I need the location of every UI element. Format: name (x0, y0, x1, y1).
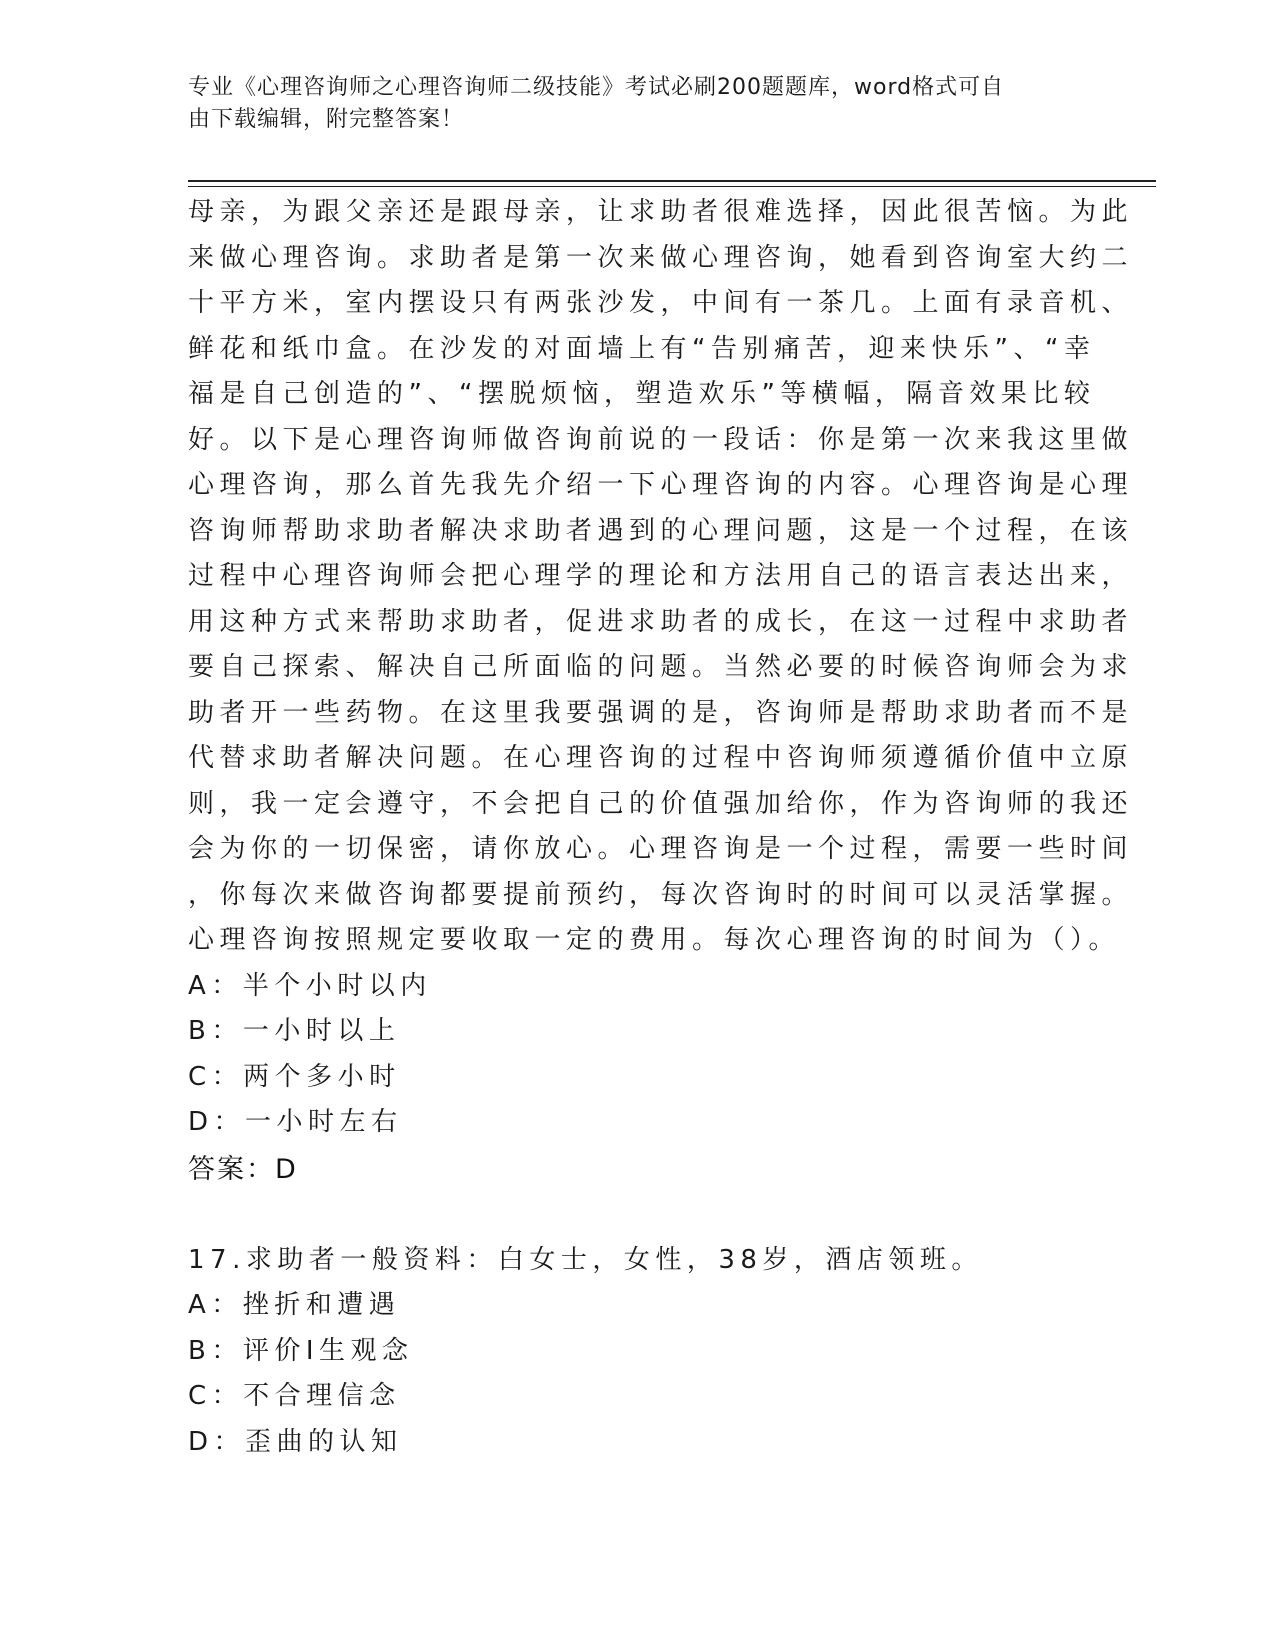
question-stem-line: 过程中心理咨询师会把心理学的理论和方法用自己的语言表达出来， (188, 561, 1134, 591)
question-stem-line: 母亲，为跟父亲还是跟母亲，让求助者很难选择，因此很苦恼。为此 (188, 197, 1134, 227)
question-stem-line: 心理咨询按照规定要收取一定的费用。每次心理咨询的时间为（）。 (188, 925, 1121, 955)
header-divider (188, 180, 1156, 182)
question-stem-line: 助者开一些药物。在这里我要强调的是，咨询师是帮助求助者而不是 (188, 697, 1134, 728)
question-stem-line: 福是自己创造的”、“摆脱烦恼，塑造欢乐”等横幅，隔音效果比较 (188, 379, 1096, 409)
question-stem-line: 十平方米，室内摆设只有两张沙发，中间有一茶几。上面有录音机、 (188, 288, 1134, 318)
option-c: C：两个多小时 (188, 1061, 401, 1092)
question-stem-line: 要自己探索、解决自己所面临的问题。当然必要的时候咨询师会为求 (188, 652, 1134, 682)
question-spacer (188, 1194, 1088, 1238)
page-header (188, 72, 1068, 136)
option-d: D：歪曲的认知 (188, 1426, 403, 1457)
header-line-2: 由下载编辑，附完整答案！ (188, 107, 465, 132)
option-c: C：不合理信念 (188, 1381, 401, 1411)
question-16 (188, 190, 1134, 1194)
question-stem-line: 好。以下是心理咨询师做咨询前说的一段话：你是第一次来我这里做 (188, 424, 1134, 455)
header-line-1: 专业《心理咨询师之心理咨询师二级技能》考试必刷200题题库，word格式可自 (188, 75, 1005, 100)
question-stem-line: 代替求助者解决问题。在心理咨询的过程中咨询师须遵循价值中立原 (188, 743, 1134, 773)
option-a: A：挫折和遭遇 (188, 1290, 401, 1320)
question-stem-line: 用这种方式来帮助求助者，促进求助者的成长，在这一过程中求助者 (188, 606, 1134, 637)
question-stem-line: 来做心理咨询。求助者是第一次来做心理咨询，她看到咨询室大约二 (188, 242, 1134, 273)
answer: 答案：D (188, 1153, 298, 1185)
question-17 (188, 1238, 1088, 1466)
question-stem-line: 鲜花和纸巾盒。在沙发的对面墙上有“告别痛苦，迎来快乐”、“幸 (188, 333, 1096, 364)
option-b: B：一小时以上 (188, 1016, 401, 1046)
document-body (188, 190, 1134, 1465)
question-stem-line: 咨询师帮助求助者解决求助者遇到的心理问题，这是一个过程，在该 (188, 515, 1134, 546)
option-b: B：评价I生观念 (188, 1335, 414, 1366)
option-d: D：一小时左右 (188, 1107, 403, 1137)
header-divider-thin (188, 186, 1156, 187)
question-stem-line: 会为你的一切保密，请你放心。心理咨询是一个过程，需要一些时间 (188, 834, 1134, 864)
question-stem-line: ，你每次来做咨询都要提前预约，每次咨询时的时间可以灵活掌握。 (188, 879, 1134, 910)
question-stem-line: 心理咨询，那么首先我先介绍一下心理咨询的内容。心理咨询是心理 (188, 470, 1134, 500)
option-a: A：半个小时以内 (188, 970, 432, 1001)
question-stem: 17.求助者一般资料：白女士，女性，38岁，酒店领班。 (188, 1244, 983, 1275)
question-stem-line: 则，我一定会遵守，不会把自己的价值强加给你，作为咨询师的我还 (188, 788, 1134, 819)
